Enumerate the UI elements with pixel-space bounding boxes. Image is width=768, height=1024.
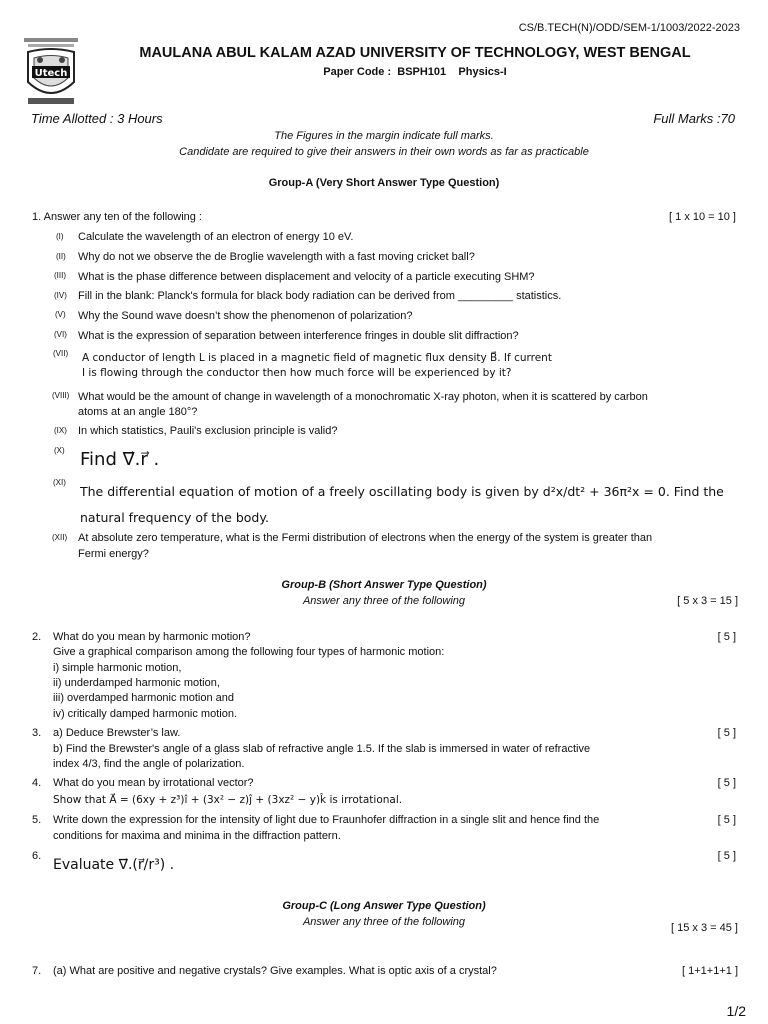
item-text: natural frequency of the body. [80, 510, 269, 525]
item-text: Fill in the blank: Planck's formula for black body radiation can be derived from _________ statistics. [78, 290, 562, 302]
item-text: At absolute zero temperature, what is the Fermi distribution of electrons when the energy of the system is greater than [78, 532, 653, 544]
item-num: (XII) [52, 533, 68, 542]
item-num: (VIII) [52, 391, 70, 400]
instruction-margin: The Figures in the margin indicate full marks. [274, 130, 494, 142]
question-marks: [ 5 ] [717, 814, 736, 826]
instruction-candidate: Candidate are required to give their answers in their own words as far as practicable [179, 146, 589, 158]
item-num: (XI) [53, 478, 66, 487]
question-text: Show that A⃗ = (6xy + z³)î + (3x² − z)ĵ + (3xz² − y)k̂ is irrotational. [53, 794, 403, 806]
group-a-marks: [ 1 x 10 = 10 ] [669, 211, 736, 223]
question-text: iii) overdamped harmonic motion and [53, 692, 234, 704]
question-number: 4. [32, 777, 42, 789]
item-text: I is flowing through the conductor then how much force will be experienced by it? [82, 367, 512, 379]
group-a-title: Group-A (Very Short Answer Type Question) [268, 177, 500, 189]
question-text: What do you mean by irrotational vector? [53, 777, 254, 789]
time-allotted: Time Allotted : 3 Hours [31, 111, 163, 126]
item-text: A conductor of length L is placed in a magnetic field of magnetic flux density B⃗. If current [82, 352, 552, 364]
group-c-instruction: Answer any three of the following [302, 916, 466, 928]
question-marks: [ 1+1+1+1 ] [682, 965, 738, 977]
question-marks: [ 5 ] [717, 777, 736, 789]
question-1: 1. Answer any ten of the following : [32, 211, 202, 223]
question-text: (a) What are positive and negative crystals? Give examples. What is optic axis of a crystal? [53, 965, 497, 977]
question-number: 3. [32, 727, 42, 739]
item-text: Calculate the wavelength of an electron of energy 10 eV. [78, 231, 354, 243]
question-marks: [ 5 ] [717, 727, 736, 739]
full-marks: Full Marks :70 [653, 111, 735, 126]
item-text: Why the Sound wave doesn’t show the phenomenon of polarization? [78, 310, 413, 322]
item-num: (I) [56, 232, 64, 241]
question-number: 5. [32, 814, 42, 826]
item-num: (VII) [53, 349, 69, 358]
item-text: What is the expression of separation between interference fringes in double slit diffraction? [78, 330, 519, 342]
question-text: a) Deduce Brewster’s law. [53, 727, 181, 739]
question-text: Give a graphical comparison among the following four types of harmonic motion: [53, 646, 445, 658]
group-b-title: Group-B (Short Answer Type Question) [281, 579, 487, 591]
university-logo [18, 38, 84, 110]
item-text: What is the phase difference between displacement and velocity of a particle executing SHM? [78, 271, 535, 283]
item-text: Find ∇⃗.r⃗ . [80, 449, 160, 470]
question-text: Write down the expression for the intensity of light due to Fraunhofer diffraction in a single slit and hence find the [53, 814, 600, 826]
item-num: (II) [56, 252, 66, 261]
item-text: The differential equation of motion of a freely oscillating body is given by d²x/dt² + 36π²x = 0. Find the [80, 484, 724, 499]
group-b-marks: [ 5 x 3 = 15 ] [677, 595, 738, 607]
question-text: b) Find the Brewster's angle of a glass slab of refractive angle 1.5. If the slab is immersed in water of refractive [53, 743, 591, 755]
question-text: iv) critically damped harmonic motion. [53, 708, 238, 720]
group-c-title: Group-C (Long Answer Type Question) [282, 900, 486, 912]
page-number: 1/2 [726, 1003, 746, 1019]
question-number: 2. [32, 631, 42, 643]
paper-code: BSPH101 [397, 66, 447, 78]
item-num: (III) [54, 271, 66, 280]
item-num: (X) [54, 446, 65, 455]
group-b-instruction: Answer any three of the following [302, 595, 466, 607]
university-name: MAULANA ABUL KALAM AZAD UNIVERSITY OF TECHNOLOGY, WEST BENGAL [139, 45, 691, 61]
logo-text: Utech [34, 68, 68, 79]
subject: Physics-I [458, 66, 507, 78]
question-text: index 4/3, find the angle of polarization. [53, 758, 245, 770]
item-num: (IX) [54, 426, 67, 435]
question-number: 7. [32, 965, 42, 977]
item-text: Why do not we observe the de Broglie wavelength with a fast moving cricket ball? [78, 251, 475, 263]
paper-reference: CS/B.TECH(N)/ODD/SEM-1/1003/2022-2023 [518, 22, 740, 34]
item-text: In which statistics, Pauli's exclusion principle is valid? [78, 425, 338, 437]
question-marks: [ 5 ] [717, 850, 736, 862]
question-text: i) simple harmonic motion, [53, 662, 182, 674]
item-num: (VI) [54, 330, 67, 339]
question-text: Evaluate ∇⃗.(r⃗/r³) . [53, 857, 175, 873]
paper-code-line [90, 66, 740, 78]
item-num: (IV) [54, 291, 67, 300]
item-text: What would be the amount of change in wavelength of a monochromatic X-ray photon, when it is scattered by carbon [78, 391, 648, 403]
question-text: conditions for maxima and minima in the diffraction pattern. [53, 830, 341, 842]
group-c-marks: [ 15 x 3 = 45 ] [671, 922, 738, 934]
item-text: Fermi energy? [78, 548, 149, 560]
question-number: 6. [32, 850, 42, 862]
item-text: atoms at an angle 180°? [78, 406, 198, 418]
question-text: ii) underdamped harmonic motion, [53, 677, 220, 689]
question-marks: [ 5 ] [717, 631, 736, 643]
question-text: What do you mean by harmonic motion? [53, 631, 251, 643]
item-num: (V) [55, 310, 66, 319]
paper-code-label: Paper Code : [323, 66, 392, 78]
